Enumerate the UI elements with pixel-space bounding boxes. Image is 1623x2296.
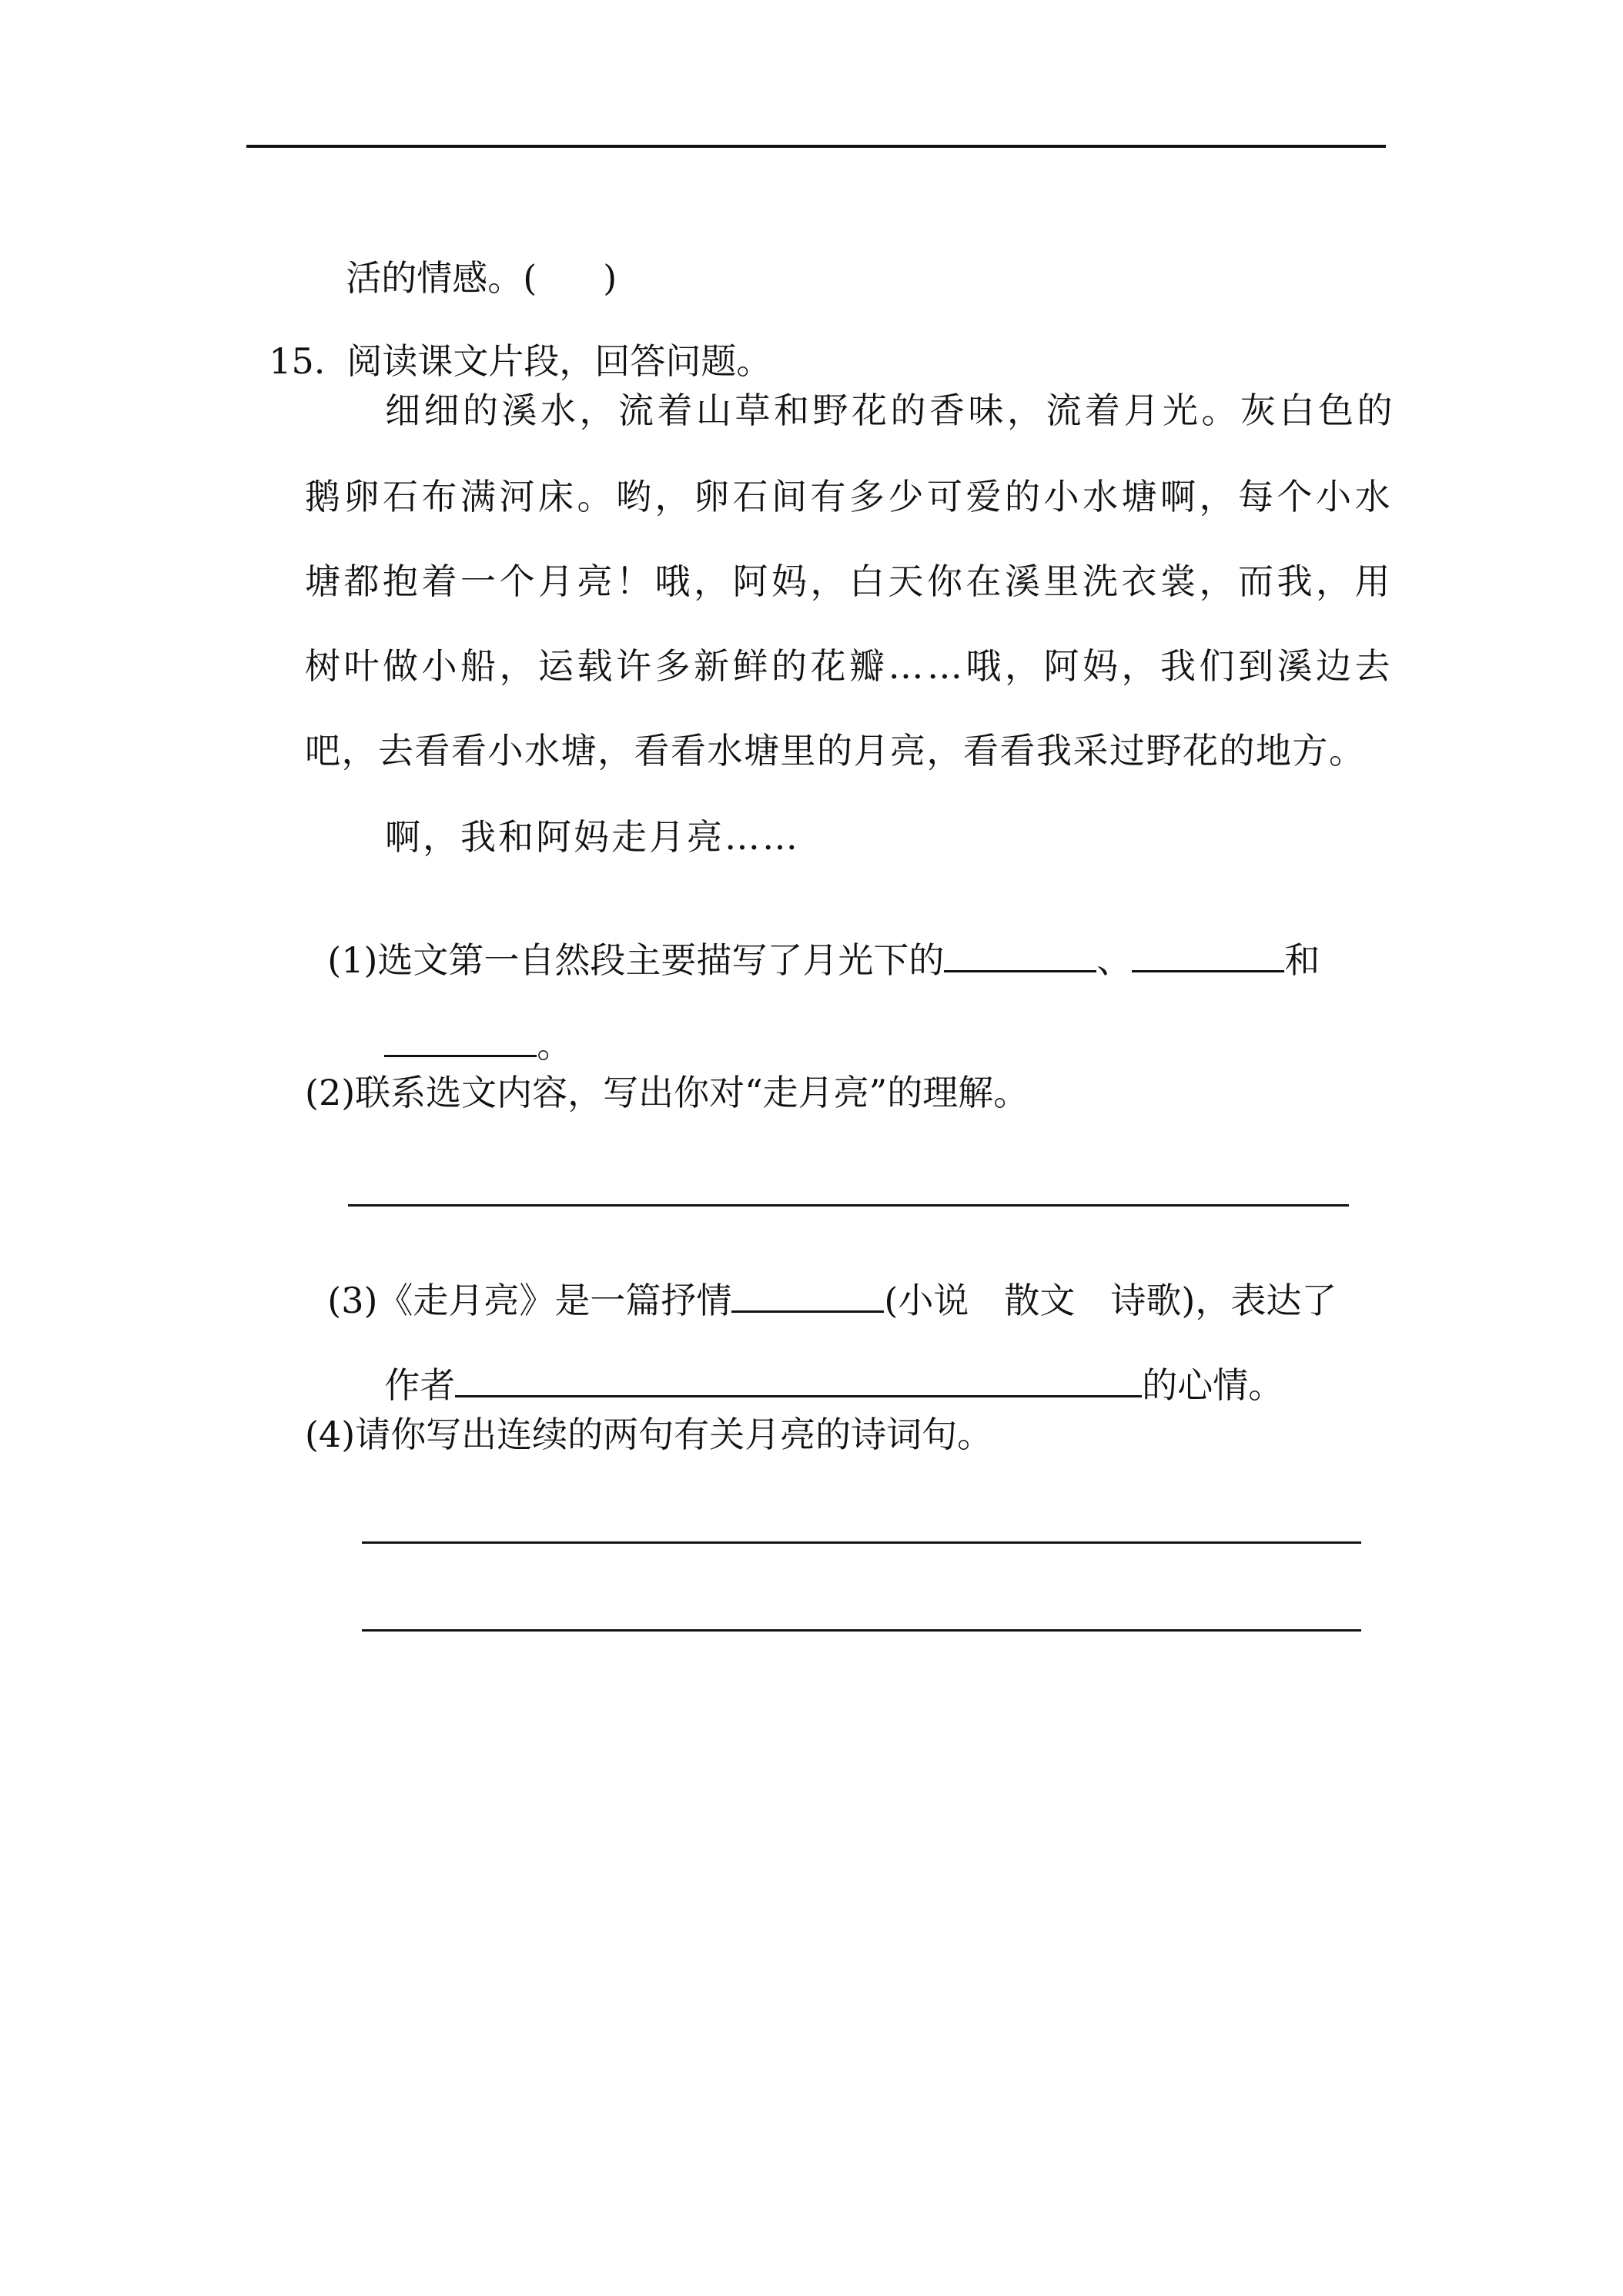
subquestion-2: (2)联系选文内容，写出你对“走月亮”的理解。 [305, 1072, 1029, 1113]
answer-blank[interactable] [455, 1366, 1142, 1397]
prev-question-continuation: 活的情感。( ) [346, 257, 617, 299]
question-number: 15. [269, 340, 326, 382]
subquestion-4: (4)请你写出连续的两句有关月亮的诗词句。 [305, 1414, 993, 1455]
genre-options: (小说 散文 诗歌) [884, 1280, 1196, 1321]
question-instruction: 阅读课文片段，回答问题。 [346, 340, 772, 382]
subquestion-3-continued: 作者 的心情。 [384, 1364, 1284, 1406]
passage-line: 吧，去看看小水塘，看看水塘里的月亮，看看我采过野花的地方。 [305, 730, 1366, 771]
subquestion-1: (1)选文第一自然段主要描写了月光下的 、 和 [327, 939, 1320, 981]
passage-line: 啊，我和阿妈走月亮…… [385, 816, 800, 858]
answer-line[interactable] [348, 1204, 1349, 1207]
passage-line: 细细的溪水，流着山草和野花的香味，流着月光。灰白色的 [385, 390, 1396, 431]
subquestion-1-continued: 。 [362, 990, 572, 1063]
subquestion-3: (3)《走月亮》是一篇抒情 (小说 散文 诗歌)，表达了 [327, 1280, 1337, 1321]
answer-blank[interactable] [731, 1281, 884, 1313]
passage-line: 鹅卵石布满河床。哟，卵石间有多少可爱的小水塘啊，每个小水 [305, 476, 1394, 517]
passage-line: 树叶做小船，运载许多新鲜的花瓣……哦，阿妈，我们到溪边去 [305, 645, 1394, 687]
answer-blank[interactable] [384, 1026, 537, 1057]
answer-line[interactable] [362, 1629, 1361, 1632]
answer-blank[interactable] [1132, 941, 1284, 972]
question-15-heading [246, 308, 772, 382]
header-rule [246, 145, 1386, 148]
passage-line: 塘都抱着一个月亮！哦，阿妈，白天你在溪里洗衣裳，而我，用 [305, 561, 1394, 602]
answer-blank[interactable] [944, 941, 1096, 972]
answer-line[interactable] [362, 1541, 1361, 1544]
